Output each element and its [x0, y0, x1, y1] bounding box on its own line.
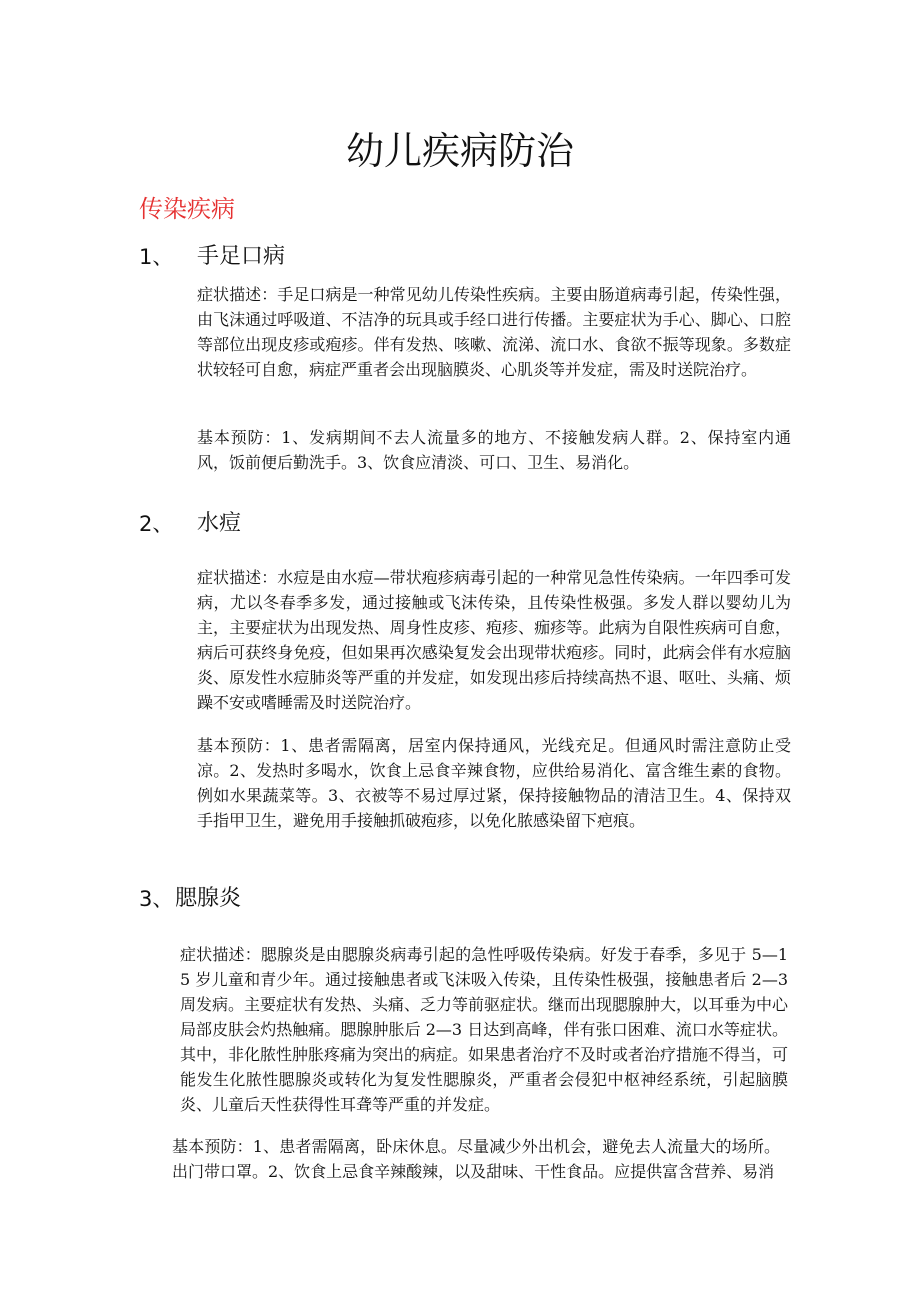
symptom-description: 症状描述：手足口病是一种常见幼儿传染性疾病。主要由肠道病毒引起，传染性强，由飞沫通过呼吸道、不洁净的玩具或手经口进行传播。主要症状为手心、脚心、口腔等部位出现皮疹或疱疹。伴有发热、咳嗽、流涕、流口水、食欲不振等现象。多数症状较轻可自愈，病症严重者会出现脑膜炎、心肌炎等并发症，需及时送院治疗。 [197, 285, 791, 379]
item-number: 1、 [139, 245, 174, 269]
item-number: 3、 [139, 887, 174, 911]
page-title: 幼儿疾病防治 [345, 129, 574, 173]
prevention-text: 基本预防：1、患者需隔离，卧床休息。尽量减少外出机会，避免去人流量大的场所。出门带口罩。2、饮食上忌食辛辣酸辣，以及甜味、干性食品。应提供富含营养、易消 [172, 1137, 780, 1181]
item-title: 腮腺炎 [175, 886, 242, 911]
symptom-description: 症状描述：水痘是由水痘—带状疱疹病毒引起的一种常见急性传染病。一年四季可发病，尤以冬春季多发，通过接触或飞沫传染，且传染性极强。多发人群以婴幼儿为主，主要症状为出现发热、周身性皮疹、疱疹、痂疹等。此病为自限性疾病可自愈，病后可获终身免疫，但如果再次感染复发会出现带状疱疹。同时，此病会伴有水痘脑炎、原发性水痘肺炎等严重的并发症，如发现出疹后持续高热不退、呕吐、头痛、烦躁不安或嗜睡需及时送院治疗。 [197, 568, 791, 712]
item-number: 2、 [139, 512, 174, 536]
prevention-text: 基本预防：1、患者需隔离，居室内保持通风，光线充足。但通风时需注意防止受凉。2、发热时多喝水，饮食上忌食辛辣食物，应供给易消化、富含维生素的食物。例如水果蔬菜等。3、衣被等不易过厚过紧，保持接触物品的清洁卫生。4、保持双手指甲卫生，避免用手接触抓破疱疹，以免化脓感染留下疤痕。 [197, 736, 791, 830]
item-title: 水痘 [197, 511, 242, 536]
item-title: 手足口病 [197, 244, 286, 269]
prevention-text: 基本预防：1、发病期间不去人流量多的地方、不接触发病人群。2、保持室内通风，饭前便后勤洗手。3、饮食应清淡、可口、卫生、易消化。 [197, 428, 791, 472]
section-heading: 传染疾病 [139, 195, 235, 223]
symptom-description: 症状描述：腮腺炎是由腮腺炎病毒引起的急性呼吸传染病。好发于春季，多见于 5—15 岁儿童和青少年。通过接触患者或飞沫吸入传染，且传染性极强，接触患者后 2—3 周发病。主要症状有发热、头痛、乏力等前驱症状。继而出现腮腺肿大，以耳垂为中心局部皮肤会灼热触痛。腮腺肿胀后 2—3 日达到高峰，伴有张口困难、流口水等症状。其中，非化脓性肿胀疼痛为突出的病症。如果患者治疗不及时或者治疗措施不得当，可能发生化脓性腮腺炎或转化为复发性腮腺炎，严重者会侵犯中枢神经系统，引起脑膜炎、儿童后天性获得性耳聋等严重的并发症。 [180, 945, 789, 1114]
